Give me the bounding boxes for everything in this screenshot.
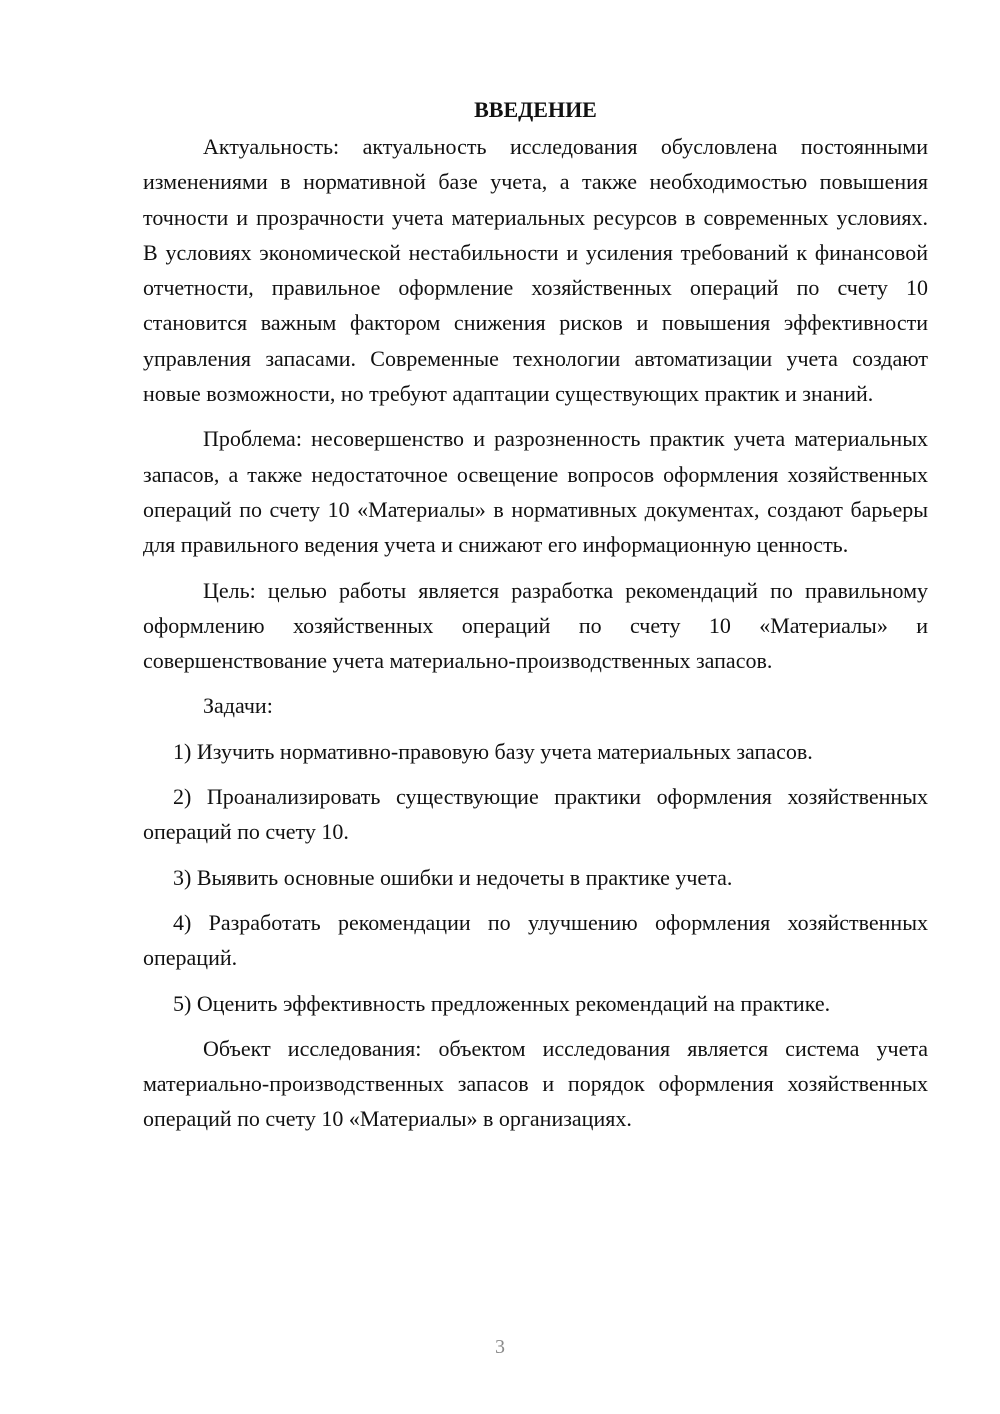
paragraph-problem: Проблема: несовершенство и разрозненность практик учета материальных запасов, а также недостаточное освещение вопросов оформления хозяйственных операций по счету 10 «Материалы» в нормативных документах, создают барьеры для правильного ведения учета и снижают его информационную ценность.	[143, 426, 928, 558]
task-item-3: 3) Выявить основные ошибки и недочеты в практике учета.	[173, 864, 733, 890]
task-item-4: 4) Разработать рекомендации по улучшению оформления хозяйственных операций.	[143, 909, 928, 971]
paragraph-object: Объект исследования: объектом исследования является система учета материально-производственных запасов и порядок оформления хозяйственных операций по счету 10 «Материалы» в организациях.	[143, 1035, 928, 1132]
task-item-1: 1) Изучить нормативно-правовую базу учета материальных запасов.	[173, 738, 813, 764]
document-page	[143, 92, 928, 1147]
paragraph-actuality: Актуальность: актуальность исследования обусловлена постоянными изменениями в нормативной базе учета, а также необходимостью повышения точности и прозрачности учета материальных ресурсов в современных условиях. В условиях экономической нестабильности и усиления требований к финансовой отчетности, правильное оформление хозяйственных операций по счету 10 становится важным фактором снижения рисков и повышения эффективности управления запасами. Современные технологии автоматизации учета создают новые возможности, но требуют адаптации существующих практик и знаний.	[143, 134, 928, 407]
tasks-heading: Задачи:	[203, 693, 273, 719]
task-item-5: 5) Оценить эффективность предложенных рекомендаций на практике.	[173, 990, 831, 1016]
page-title: ВВЕДЕНИЕ	[474, 97, 597, 122]
task-item-2: 2) Проанализировать существующие практики оформления хозяйственных операций по счету 10.	[143, 784, 928, 845]
page-number: 3	[495, 1336, 505, 1358]
paragraph-goal: Цель: целью работы является разработка рекомендаций по правильному оформлению хозяйственных операций по счету 10 «Материалы» и совершенствование учета материально-производственных запасов.	[143, 577, 928, 674]
